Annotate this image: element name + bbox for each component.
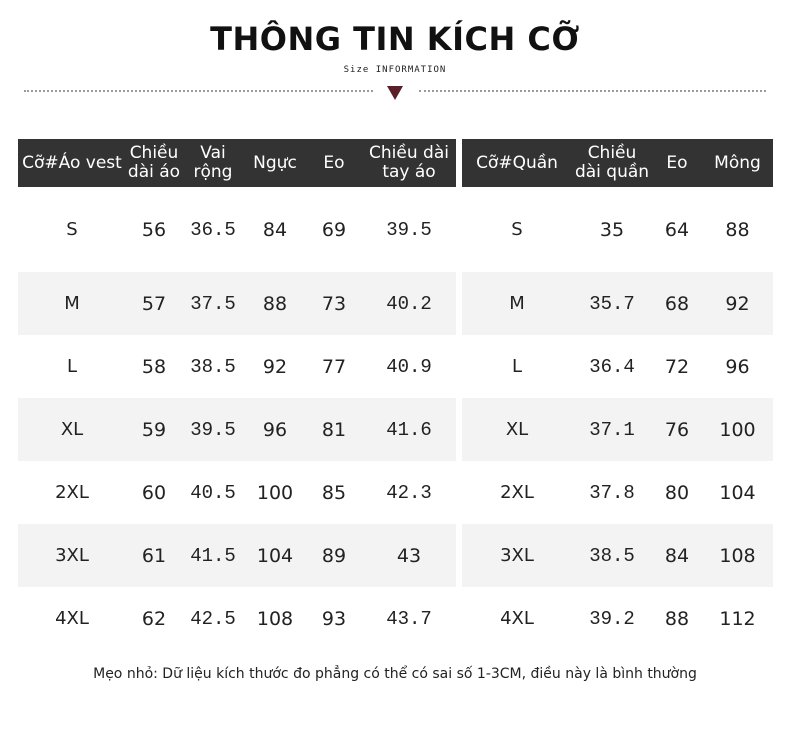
vest-size-table	[18, 139, 456, 650]
measurement-cell: 35	[599, 218, 625, 241]
column-header	[182, 139, 244, 187]
measurement-cell: 100	[702, 398, 773, 461]
table-row	[462, 524, 773, 587]
measurement-cell: 80	[664, 481, 690, 504]
measurement-cell: 93	[321, 607, 347, 630]
table-row	[18, 524, 456, 587]
measurement-cell: 77	[321, 355, 347, 378]
measurement-cell: 108	[702, 524, 773, 587]
measurement-cell: 37.1	[572, 398, 652, 461]
measurement-cell: 39.5	[386, 218, 432, 241]
measurement-cell: 92	[702, 272, 773, 335]
column-header-text: Eo	[323, 152, 345, 173]
measurement-cell: 42.3	[386, 481, 432, 504]
column-header-text: Mông	[714, 152, 761, 173]
measurement-cell: 39.5	[182, 398, 244, 461]
column-header-text: rộng	[193, 162, 233, 182]
measurement-cell: 58	[141, 355, 167, 378]
table-row	[18, 398, 456, 461]
table-row	[462, 335, 773, 398]
column-header-text: Chiều	[587, 143, 637, 163]
measurement-cell: 84	[262, 218, 288, 241]
measurement-cell: 104	[719, 481, 756, 504]
measurement-cell: 104	[244, 524, 306, 587]
size-cell: XL	[18, 398, 126, 461]
measurement-cell: 41.5	[182, 524, 244, 587]
column-header-text: Cỡ#Quần	[476, 152, 558, 173]
measurement-cell: 96	[244, 398, 306, 461]
measurement-cell: 39.2	[589, 607, 635, 630]
measurement-cell: 100	[256, 481, 294, 504]
size-cell: 4XL	[500, 608, 534, 629]
size-cell: L	[511, 356, 523, 377]
measurement-cell: 92	[262, 355, 288, 378]
measurement-cell: 40.5	[190, 481, 236, 504]
size-cell: S	[66, 219, 78, 240]
table-row	[462, 587, 773, 650]
measurement-note: Mẹo nhỏ: Dữ liệu kích thước đo phẳng có thể có sai số 1-3CM, điều này là bình thường	[93, 666, 697, 682]
table-row	[462, 272, 773, 335]
measurement-cell: 60	[141, 481, 167, 504]
column-header	[652, 139, 702, 187]
measurement-cell: 43	[362, 524, 456, 587]
column-header	[362, 139, 456, 187]
measurement-cell: 112	[719, 607, 756, 630]
measurement-cell: 42.5	[190, 607, 236, 630]
size-cell: 2XL	[55, 482, 89, 503]
measurement-cell: 88	[664, 607, 690, 630]
size-cell: S	[511, 219, 523, 240]
measurement-cell: 37.8	[589, 481, 635, 504]
page-title: THÔNG TIN KÍCH CỠ	[210, 20, 580, 58]
size-cell: 3XL	[462, 524, 572, 587]
dotted-divider-left	[24, 90, 373, 92]
measurement-cell: 37.5	[182, 272, 244, 335]
measurement-cell: 59	[126, 398, 182, 461]
measurement-cell: 64	[664, 218, 690, 241]
size-cell: M	[462, 272, 572, 335]
column-header	[244, 139, 306, 187]
column-header-text: tay áo	[382, 162, 436, 182]
table-row	[18, 587, 456, 650]
column-header-text: Cỡ#Áo vest	[22, 152, 122, 173]
page-subtitle: Size INFORMATION	[343, 65, 447, 75]
column-header-text: dài quần	[574, 162, 650, 182]
column-header	[18, 139, 126, 187]
measurement-cell: 68	[652, 272, 702, 335]
size-cell: M	[18, 272, 126, 335]
measurement-cell: 36.5	[190, 218, 236, 241]
size-cell: XL	[462, 398, 572, 461]
column-header	[462, 139, 572, 187]
measurement-cell: 62	[141, 607, 167, 630]
measurement-cell: 57	[126, 272, 182, 335]
measurement-cell: 61	[126, 524, 182, 587]
measurement-cell: 73	[306, 272, 362, 335]
column-header	[306, 139, 362, 187]
measurement-cell: 76	[652, 398, 702, 461]
down-arrow-icon	[387, 86, 403, 100]
column-header	[126, 139, 182, 187]
measurement-cell: 88	[725, 218, 750, 241]
size-cell: 4XL	[55, 608, 89, 629]
measurement-cell: 56	[141, 218, 167, 241]
measurement-cell: 108	[256, 607, 294, 630]
measurement-cell: 38.5	[572, 524, 652, 587]
measurement-cell: 36.4	[589, 355, 635, 378]
table-row	[18, 272, 456, 335]
measurement-cell: 81	[306, 398, 362, 461]
dotted-divider-right	[419, 90, 766, 92]
measurement-cell: 38.5	[190, 355, 236, 378]
column-header	[702, 139, 773, 187]
table-row	[18, 187, 456, 272]
column-header	[572, 139, 652, 187]
measurement-cell: 72	[664, 355, 690, 378]
size-cell: 3XL	[18, 524, 126, 587]
measurement-cell: 40.2	[362, 272, 456, 335]
column-header-text: Chiều	[129, 143, 179, 163]
column-header-text: dài áo	[127, 162, 181, 182]
table-row	[462, 398, 773, 461]
measurement-cell: 35.7	[572, 272, 652, 335]
measurement-cell: 85	[321, 481, 347, 504]
measurement-cell: 88	[244, 272, 306, 335]
measurement-cell: 43.7	[386, 607, 432, 630]
measurement-cell: 41.6	[362, 398, 456, 461]
table-row	[18, 461, 456, 524]
table-row	[462, 187, 773, 272]
column-header-text: Chiều dài	[369, 143, 449, 163]
table-row	[462, 461, 773, 524]
size-cell: 2XL	[500, 482, 534, 503]
measurement-cell: 40.9	[386, 355, 432, 378]
column-header-text: Vai	[200, 143, 226, 163]
column-header-text: Ngực	[253, 152, 297, 173]
measurement-cell: 69	[321, 218, 347, 241]
table-row	[18, 335, 456, 398]
measurement-cell: 84	[652, 524, 702, 587]
pants-size-table	[462, 139, 773, 650]
measurement-cell: 96	[725, 355, 750, 378]
measurement-cell: 89	[306, 524, 362, 587]
column-header-text: Eo	[666, 152, 688, 173]
size-cell: L	[66, 356, 78, 377]
